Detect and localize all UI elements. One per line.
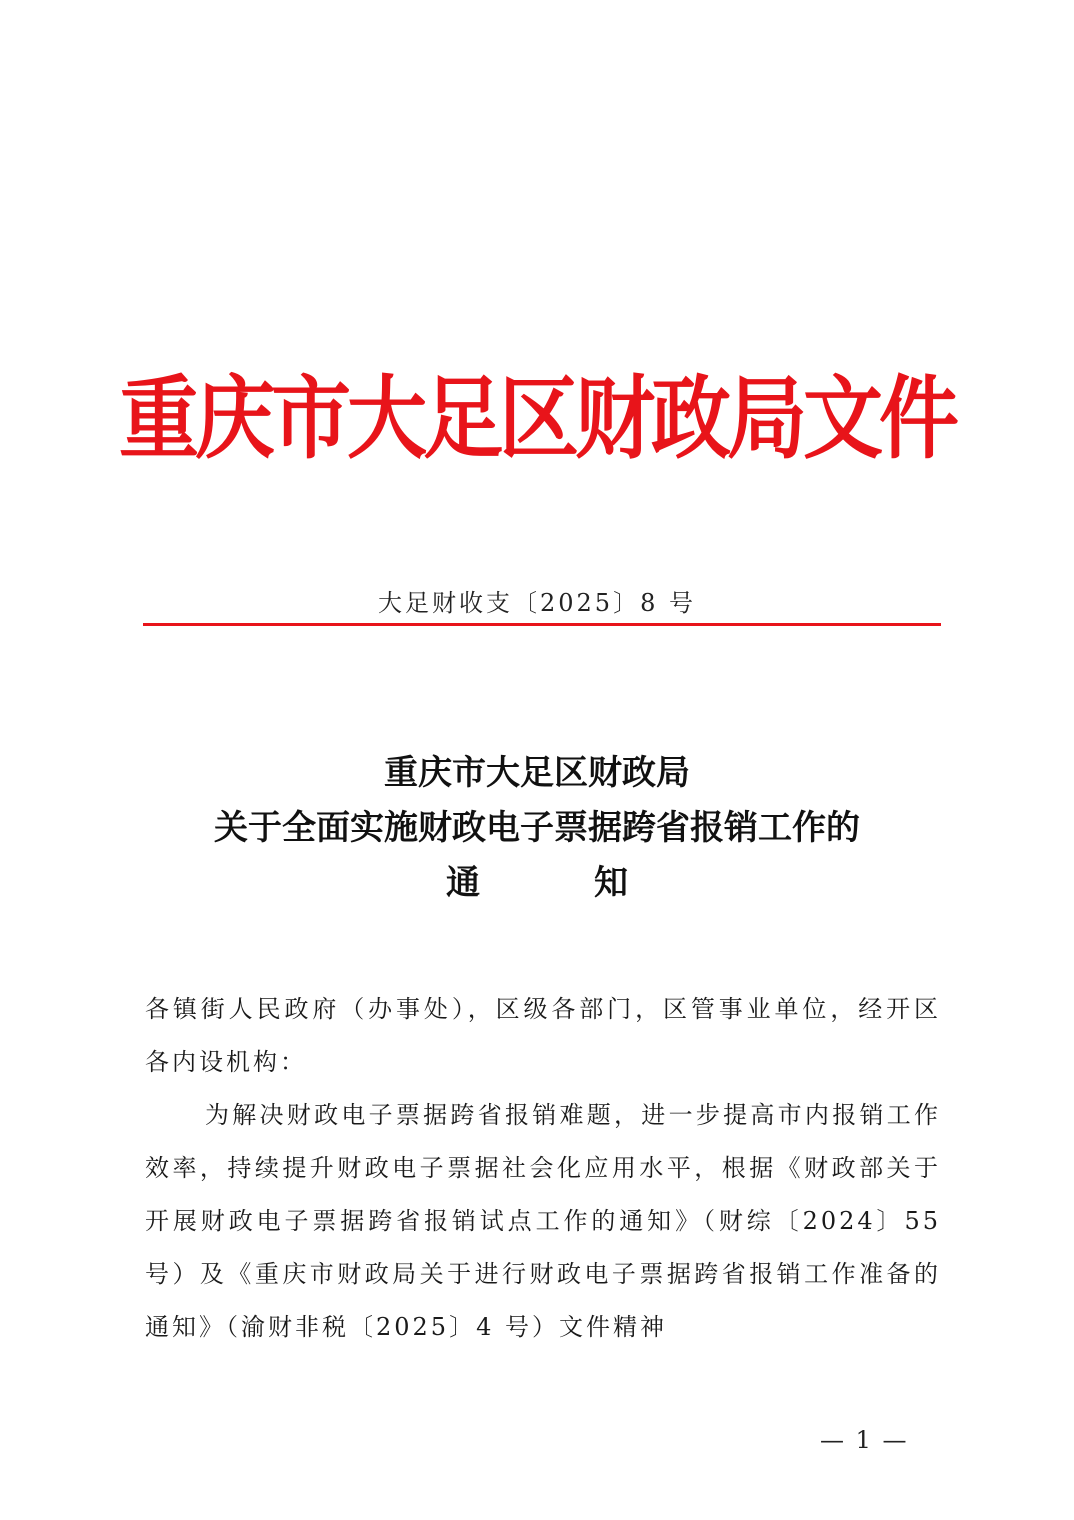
body-paragraph: 为解决财政电子票据跨省报销难题，进一步提高市内报销工作效率，持续提升财政电子票据社会化应用水平，根据《财政部关于开展财政电子票据跨省报销试点工作的通知》（财综〔2024〕55 号）及《重庆市财政局关于进行财政电子票据跨省报销工作准备的通知》（渝财非税〔2025〕4 号）文件精神 xyxy=(145,1101,941,1341)
salutation: 各镇街人民政府（办事处），区级各部门，区管事业单位，经开区各内设机构： xyxy=(145,995,941,1076)
page-number: — 1 — xyxy=(820,1426,909,1454)
issuer-title: 重庆市大足区财政局文件 xyxy=(119,365,955,471)
document-body xyxy=(145,983,941,1354)
red-divider-rule xyxy=(143,623,941,626)
document-number: 大足财收支〔2025〕8 号 xyxy=(378,589,696,617)
title-line-1: 重庆市大足区财政局 xyxy=(384,753,690,793)
title-line-3: 通 知 xyxy=(446,863,668,903)
document-title xyxy=(0,746,1074,911)
title-line-2: 关于全面实施财政电子票据跨省报销工作的 xyxy=(214,808,860,848)
